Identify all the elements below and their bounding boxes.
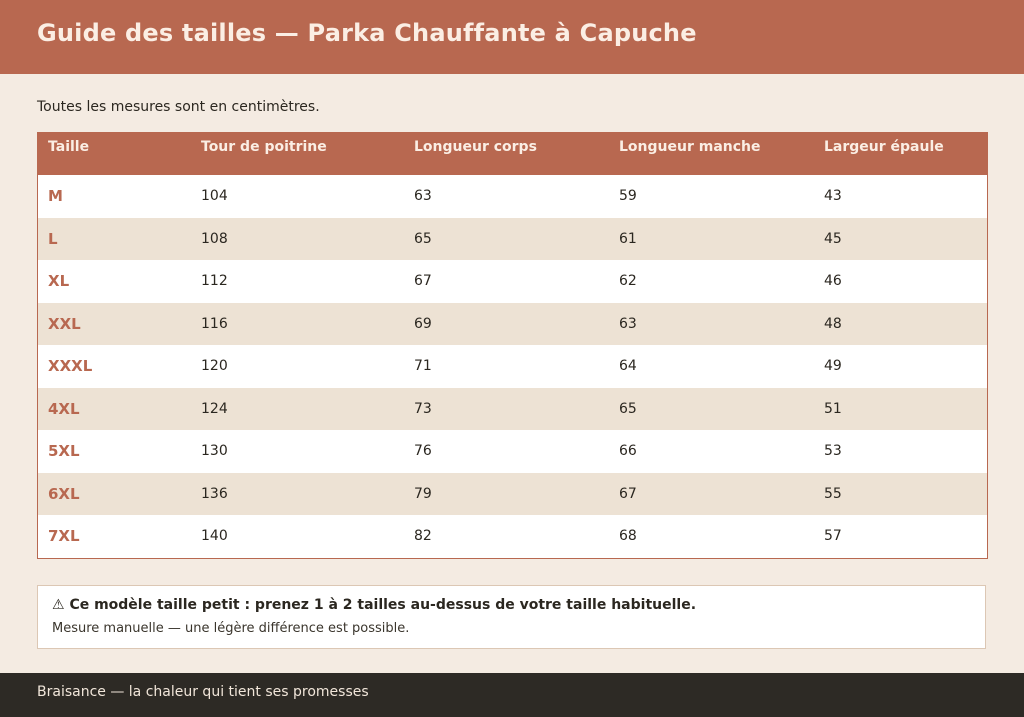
cell-shoulder-width: 45 xyxy=(824,230,842,247)
cell-size: XL xyxy=(48,272,70,291)
table-row xyxy=(38,218,987,261)
page-title: Guide des tailles — Parka Chauffante à Capuche xyxy=(37,19,697,47)
column-header-chest: Tour de poitrine xyxy=(201,139,327,155)
size-table xyxy=(38,133,987,558)
cell-body-length: 76 xyxy=(414,443,432,460)
cell-chest: 116 xyxy=(201,315,228,332)
cell-body-length: 63 xyxy=(414,188,432,205)
cell-shoulder-width: 43 xyxy=(824,188,842,205)
cell-body-length: 67 xyxy=(414,273,432,290)
notice-warning-text: Ce modèle taille petit : prenez 1 à 2 tailles au-dessus de votre taille habituelle. xyxy=(69,597,697,613)
table-row xyxy=(38,260,987,303)
cell-chest: 112 xyxy=(201,273,228,290)
cell-chest: 104 xyxy=(201,188,228,205)
intro-text: Toutes les mesures sont en centimètres. xyxy=(37,99,320,115)
table-row xyxy=(38,345,987,388)
page-header xyxy=(0,0,1024,74)
cell-size: 5XL xyxy=(48,442,80,461)
cell-sleeve-length: 61 xyxy=(619,230,637,247)
cell-size: 4XL xyxy=(48,399,80,418)
cell-size: XXXL xyxy=(48,357,93,376)
cell-body-length: 65 xyxy=(414,230,432,247)
column-header-body-length: Longueur corps xyxy=(414,139,537,155)
cell-chest: 140 xyxy=(201,528,228,545)
column-header-sleeve-length: Longueur manche xyxy=(619,139,761,155)
table-row xyxy=(38,473,987,516)
table-row xyxy=(38,303,987,346)
table-header xyxy=(38,133,987,175)
cell-shoulder-width: 48 xyxy=(824,315,842,332)
cell-body-length: 71 xyxy=(414,358,432,375)
cell-size: 6XL xyxy=(48,484,80,503)
table-row xyxy=(38,175,987,218)
table-row xyxy=(38,388,987,431)
cell-chest: 136 xyxy=(201,485,228,502)
cell-body-length: 79 xyxy=(414,485,432,502)
cell-chest: 108 xyxy=(201,230,228,247)
cell-sleeve-length: 63 xyxy=(619,315,637,332)
cell-chest: 124 xyxy=(201,400,228,417)
cell-sleeve-length: 66 xyxy=(619,443,637,460)
notice-warning xyxy=(52,597,696,613)
cell-body-length: 82 xyxy=(414,528,432,545)
cell-shoulder-width: 49 xyxy=(824,358,842,375)
cell-size: L xyxy=(48,229,58,248)
table-row xyxy=(38,430,987,473)
page-footer xyxy=(0,673,1024,717)
table-row xyxy=(38,515,987,558)
cell-size: XXL xyxy=(48,314,81,333)
footer-text: Braisance — la chaleur qui tient ses promesses xyxy=(37,684,369,700)
cell-shoulder-width: 55 xyxy=(824,485,842,502)
cell-shoulder-width: 51 xyxy=(824,400,842,417)
table-header-row xyxy=(38,133,987,175)
cell-shoulder-width: 53 xyxy=(824,443,842,460)
column-header-shoulder-width: Largeur épaule xyxy=(824,139,944,155)
size-table-container xyxy=(37,132,988,559)
cell-body-length: 73 xyxy=(414,400,432,417)
cell-body-length: 69 xyxy=(414,315,432,332)
column-header-size: Taille xyxy=(48,139,90,155)
cell-sleeve-length: 62 xyxy=(619,273,637,290)
cell-size: M xyxy=(48,187,63,206)
table-body xyxy=(38,175,987,558)
cell-shoulder-width: 46 xyxy=(824,273,842,290)
cell-sleeve-length: 67 xyxy=(619,485,637,502)
cell-shoulder-width: 57 xyxy=(824,528,842,545)
cell-sleeve-length: 59 xyxy=(619,188,637,205)
cell-sleeve-length: 68 xyxy=(619,528,637,545)
size-notice xyxy=(37,585,986,649)
cell-size: 7XL xyxy=(48,527,80,546)
cell-chest: 130 xyxy=(201,443,228,460)
cell-sleeve-length: 65 xyxy=(619,400,637,417)
warning-icon: ⚠ xyxy=(52,597,65,613)
cell-sleeve-length: 64 xyxy=(619,358,637,375)
cell-chest: 120 xyxy=(201,358,228,375)
notice-note: Mesure manuelle — une légère différence est possible. xyxy=(52,621,410,636)
